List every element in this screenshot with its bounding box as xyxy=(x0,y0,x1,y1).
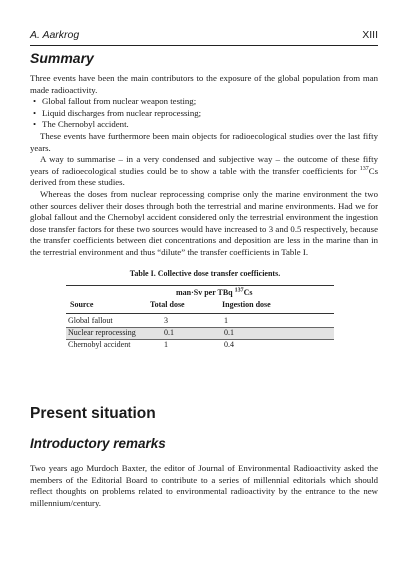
present-situation-heading: Present situation xyxy=(30,405,156,422)
paragraph-3-text-before: A way to summarise – in a very condensed and subjective way – the outcome of these fifty years of radioecological studies could be to show a table with the transfer coefficients for xyxy=(30,154,378,176)
summary-bullet xyxy=(33,119,378,131)
cell-ingestion-dose: 0.4 xyxy=(224,340,234,349)
introductory-remarks-heading: Introductory remarks xyxy=(30,436,166,451)
cell-source: Global fallout xyxy=(68,316,113,325)
bullet-icon: • xyxy=(33,96,37,107)
bullet-icon: • xyxy=(33,107,37,118)
table-header-rule xyxy=(66,313,334,314)
present-body xyxy=(30,463,378,509)
cell-total-dose: 1 xyxy=(164,340,168,349)
isotope-mass-number: 137 xyxy=(359,165,369,172)
summary-bullet xyxy=(33,107,378,120)
table-caption: Table I. Collective dose transfer coefficients. xyxy=(129,269,281,278)
page-number: XIII xyxy=(362,29,378,41)
bullet-icon: • xyxy=(33,119,37,130)
running-header xyxy=(30,29,378,43)
column-header-ingestion-dose: Ingestion dose xyxy=(222,300,271,309)
summary-paragraph-2: These events have furthermore been main objects for radioecological studies over the last fifty years. xyxy=(30,130,378,153)
summary-bullet-text: The Chernobyl accident. xyxy=(42,119,129,130)
paragraph-3-text-after: Cs derived from these studies. xyxy=(30,165,378,188)
cell-source: Chernobyl accident xyxy=(68,340,131,349)
table-row xyxy=(66,327,334,340)
header-rule xyxy=(30,45,378,46)
summary-bullet-text: Liquid discharges from nuclear reprocessing; xyxy=(42,107,202,118)
running-header-author: A. Aarkrog xyxy=(30,29,80,41)
unit-prefix: man·Sv per TBq xyxy=(176,288,235,297)
summary-body xyxy=(30,73,378,259)
summary-bullet-list xyxy=(30,96,378,131)
table-row xyxy=(66,340,334,351)
cell-source: Nuclear reprocessing xyxy=(68,328,136,337)
table-row xyxy=(66,316,334,327)
column-header-total-dose: Total dose xyxy=(150,300,185,309)
cell-ingestion-dose: 0.1 xyxy=(224,328,234,337)
cell-total-dose: 3 xyxy=(164,316,168,325)
summary-bullet xyxy=(33,96,378,108)
column-header-source: Source xyxy=(70,300,94,309)
unit-suffix: Cs xyxy=(243,288,253,297)
summary-paragraph-3 xyxy=(30,154,378,189)
table-unit-header xyxy=(176,288,253,297)
summary-paragraph-4: Whereas the doses from nuclear reprocessing comprise only the marine environment the two other sources deliver their doses through both the terrestrial and marine environments. Had we for global fallout and the Chernobyl accident considered only the terrestrial environment the ingestion dose transfer factors for these two sources would have increased to 3 and 0.5 respectively, because the transfer coefficients between diet concentrations and deposition are less in the marine than in the terrestrial environment and thus “dilute” the transfer coefficients in Table I. xyxy=(30,188,378,257)
cell-ingestion-dose: 1 xyxy=(224,316,228,325)
unit-isotope-mass: 137 xyxy=(234,287,244,294)
cell-total-dose: 0.1 xyxy=(164,328,174,337)
table-top-rule xyxy=(66,285,334,286)
present-paragraph: Two years ago Murdoch Baxter, the editor of Journal of Environmental Radioactivity asked the members of the Editorial Board to contribute to a series of millennial editorials which should reflect thoughts on problems related to environmental radioactivity by the entrance to the new millennium/century. xyxy=(30,463,378,508)
summary-intro: Three events have been the main contributors to the exposure of the global population from man made radioactivity. xyxy=(30,73,378,95)
summary-heading: Summary xyxy=(30,50,94,66)
summary-bullet-text: Global fallout from nuclear weapon testing; xyxy=(42,96,197,107)
